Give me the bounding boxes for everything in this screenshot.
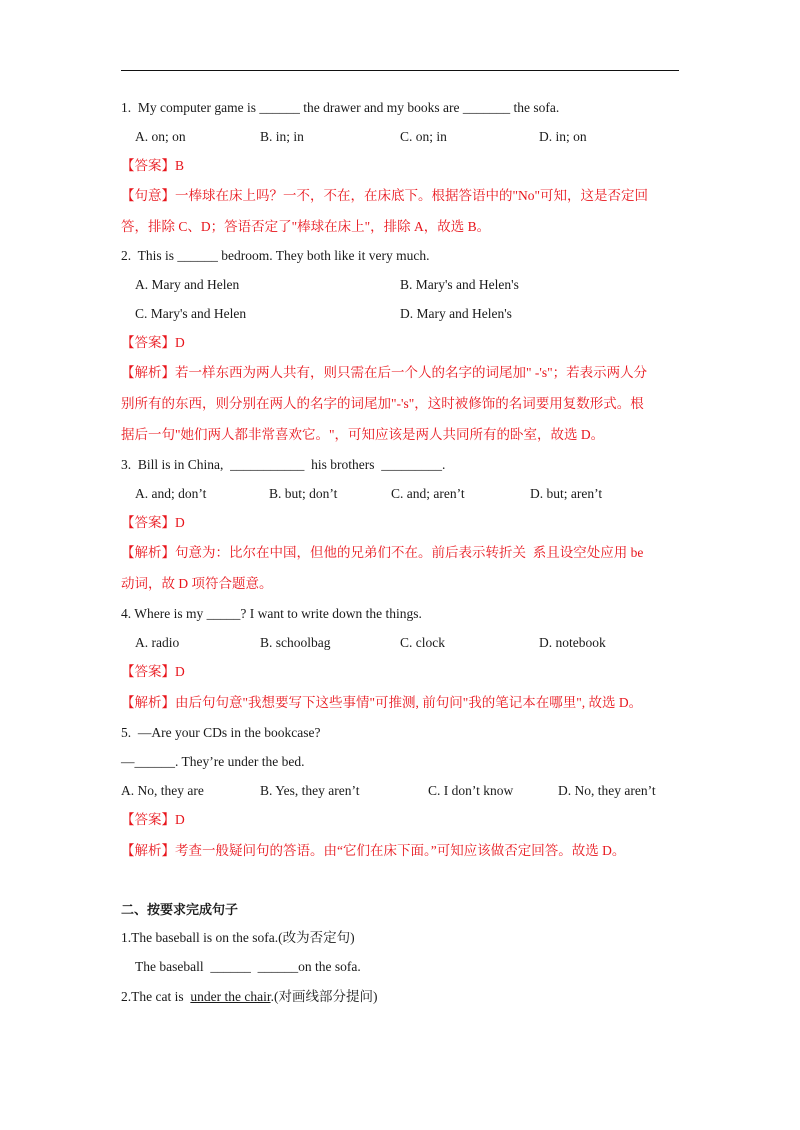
header-rule: [121, 70, 679, 71]
q4-stem: 4. Where is my _____? I want to write down the things.: [121, 606, 422, 621]
q5-option-d: D. No, they aren’t: [558, 783, 656, 798]
section2-item2-suffix: .(对画线部分提问): [270, 989, 378, 1004]
q2-option-a: A. Mary and Helen: [135, 277, 240, 292]
q2-stem: 2. This is ______ bedroom. They both like it very much.: [121, 248, 430, 263]
section2-item2-underlined: under the chair: [190, 989, 271, 1004]
section2-title: 二、按要求完成句子: [121, 903, 239, 918]
q2-option-c: C. Mary's and Helen: [135, 306, 247, 321]
q1-option-b: B. in; in: [260, 129, 304, 144]
q2-explanation-line1: 【解析】若一样东西为两人共有，则只需在后一个人的名字的词尾加" -'s"；若表示两人分: [121, 365, 648, 380]
q4-option-d: D. notebook: [539, 635, 606, 650]
q2-explanation-line2: 别所有的东西，则分别在两人的名字的词尾加"-'s"，这时被修饰的名词要用复数形式。根: [121, 396, 644, 411]
q4-explanation-line1: 【解析】由后句句意"我想要写下这些事情"可推测, 前句问"我的笔记本在哪里", 故选 D。: [121, 695, 643, 710]
q2-option-d: D. Mary and Helen's: [400, 306, 512, 321]
q2-option-b: B. Mary's and Helen's: [400, 277, 519, 292]
q3-option-c: C. and; aren’t: [391, 486, 465, 501]
q3-option-b: B. but; don’t: [269, 486, 338, 501]
q1-option-a: A. on; on: [135, 129, 186, 144]
q4-answer: 【答案】D: [121, 664, 185, 679]
section2-item1-stem: 1.The baseball is on the sofa.(改为否定句): [121, 930, 355, 945]
q1-explanation-line2: 答，排除 C、D；答语否定了"棒球在床上"，排除 A，故选 B。: [121, 219, 491, 234]
q1-stem: 1. My computer game is ______ the drawer and my books are _______ the sofa.: [121, 100, 560, 115]
q3-option-d: D. but; aren’t: [530, 486, 603, 501]
q2-explanation-line3: 据后一句"她们两人都非常喜欢它。"，可知应该是两人共同所有的卧室，故选 D。: [121, 427, 605, 442]
q5-option-a: A. No, they are: [121, 783, 204, 798]
q1-option-c: C. on; in: [400, 129, 447, 144]
q1-option-d: D. in; on: [539, 129, 587, 144]
q5-answer: 【答案】D: [121, 812, 185, 827]
q1-answer: 【答案】B: [121, 158, 185, 173]
q5-option-b: B. Yes, they aren’t: [260, 783, 360, 798]
q5-stem-response: —______. They’re under the bed.: [121, 754, 305, 769]
q5-option-c: C. I don’t know: [428, 783, 514, 798]
q4-option-b: B. schoolbag: [260, 635, 331, 650]
q3-explanation-line2: 动词，故 D 项符合题意。: [121, 576, 273, 591]
q4-option-c: C. clock: [400, 635, 445, 650]
q3-option-a: A. and; don’t: [135, 486, 207, 501]
q5-stem: 5. —Are your CDs in the bookcase?: [121, 725, 321, 740]
q2-answer: 【答案】D: [121, 335, 185, 350]
q5-explanation-line1: 【解析】考查一般疑问句的答语。由“它们在床下面。”可知应该做否定回答。故选 D。: [121, 843, 626, 858]
q1-explanation-line1: 【句意】一棒球在床上吗？一不，不在，在床底下。根据答语中的"No"可知，这是否定回: [121, 188, 649, 203]
q4-option-a: A. radio: [135, 635, 180, 650]
q3-answer: 【答案】D: [121, 515, 185, 530]
section2-item2-prefix: 2.The cat is: [121, 989, 191, 1004]
section2-item2-stem: [121, 988, 377, 1006]
q3-stem: 3. Bill is in China, ___________ his brothers _________.: [121, 457, 446, 472]
section2-item1-answer-line: The baseball ______ ______on the sofa.: [135, 959, 361, 974]
q3-explanation-line1: 【解析】句意为：比尔在中国，但他的兄弟们不在。前后表示转折关 系且设空处应用 be: [121, 545, 644, 560]
